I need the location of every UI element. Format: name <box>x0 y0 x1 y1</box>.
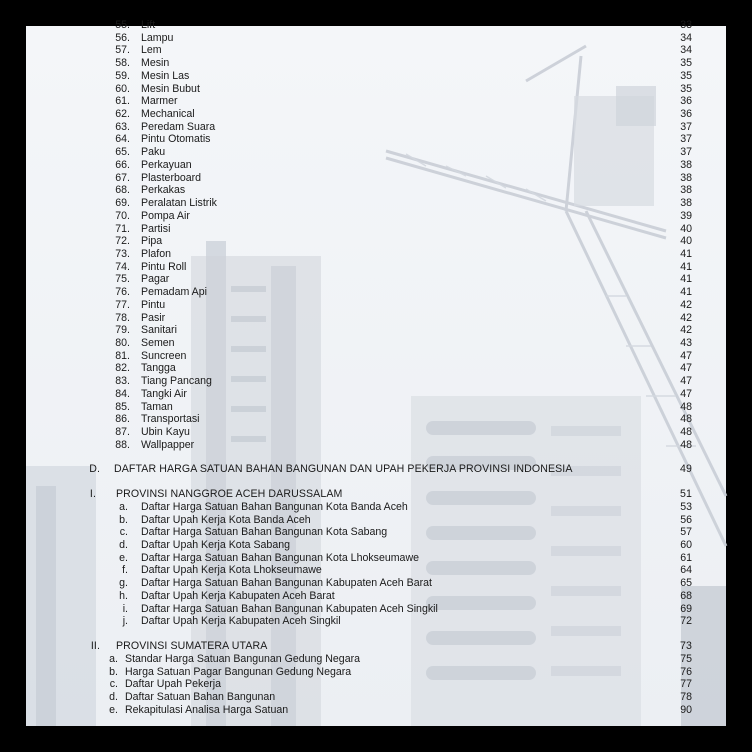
entry-page-number: 65 <box>680 577 692 590</box>
entry-label: Daftar Upah Pekerja <box>125 678 221 691</box>
toc-item-row <box>26 197 726 210</box>
entry-number: 84. <box>115 387 130 400</box>
province-1-item-row <box>26 564 726 577</box>
entry-label: Pipa <box>141 235 163 248</box>
province-2-item-row <box>26 666 726 679</box>
entry-label: Marmer <box>141 95 178 108</box>
entry-label: Perkakas <box>141 184 186 197</box>
entry-label: Daftar Harga Satuan Bahan Bangunan Kabupaten Aceh Barat <box>141 577 432 590</box>
entry-page-number: 47 <box>680 349 692 362</box>
entry-number: c. <box>119 526 128 539</box>
entry-number: 76. <box>115 286 130 299</box>
entry-number: 64. <box>115 133 130 146</box>
entry-page-number: 76 <box>680 665 692 678</box>
entry-page-number: 38 <box>680 158 692 171</box>
entry-number: 69. <box>115 197 130 210</box>
toc-item-row <box>26 83 726 96</box>
entry-number: 57. <box>115 44 130 57</box>
entry-label: Daftar Upah Kerja Kabupaten Aceh Singkil <box>141 615 341 628</box>
entry-page-number: 41 <box>680 273 692 286</box>
toc-item-row <box>26 362 726 375</box>
entry-page-number: 73 <box>680 640 692 652</box>
province-1-item-row <box>26 577 726 590</box>
entry-label: Pintu Roll <box>141 260 187 273</box>
province-1-item-row <box>26 590 726 603</box>
entry-number: 75. <box>115 273 130 286</box>
entry-label: Mechanical <box>141 108 195 121</box>
entry-page-number: 51 <box>680 488 692 500</box>
entry-page-number: 48 <box>680 438 692 451</box>
entry-number: I. <box>89 488 96 500</box>
entry-number: 55. <box>115 19 130 31</box>
entry-number: a. <box>109 652 118 665</box>
section-d-row <box>26 463 726 476</box>
entry-label: Pasir <box>141 311 166 324</box>
toc-item-row <box>26 19 726 32</box>
entry-number: e. <box>109 703 118 716</box>
province-1-item-row <box>26 539 726 552</box>
entry-number: 86. <box>115 413 130 426</box>
entry-number: 81. <box>115 349 130 362</box>
entry-page-number: 34 <box>680 31 692 44</box>
entry-label: Rekapitulasi Analisa Harga Satuan <box>125 703 289 716</box>
entry-page-number: 40 <box>680 222 692 235</box>
entry-label: Daftar Upah Kerja Kabupaten Aceh Barat <box>141 589 335 602</box>
province-2-item-row <box>26 691 726 704</box>
province-1-item-row <box>26 615 726 628</box>
entry-page-number: 34 <box>680 44 692 57</box>
entry-label: Transportasi <box>141 413 200 426</box>
entry-number: 62. <box>115 108 130 121</box>
entry-number: 67. <box>115 171 130 184</box>
toc-item-row <box>26 184 726 197</box>
entry-page-number: 75 <box>680 652 692 665</box>
toc-item-row <box>26 413 726 426</box>
province-1-item-row <box>26 603 726 616</box>
entry-page-number: 49 <box>680 463 692 475</box>
entry-number: b. <box>119 513 128 526</box>
entry-page-number: 35 <box>680 57 692 70</box>
entry-label: Daftar Harga Satuan Bahan Bangunan Kabupaten Aceh Singkil <box>141 602 438 615</box>
entry-label: Daftar Harga Satuan Bahan Bangunan Kota Lhokseumawe <box>141 551 419 564</box>
province-1-heading-row <box>26 488 726 501</box>
province-2-item-row <box>26 704 726 717</box>
entry-label: Standar Harga Satuan Bangunan Gedung Negara <box>125 652 361 665</box>
entry-number: b. <box>109 665 118 678</box>
entry-label: Peredam Suara <box>141 120 216 133</box>
entry-page-number: 57 <box>680 526 692 539</box>
entry-page-number: 37 <box>680 133 692 146</box>
entry-page-number: 38 <box>680 171 692 184</box>
toc-item-row <box>26 401 726 414</box>
entry-number: j. <box>122 615 128 628</box>
toc-item-row <box>26 286 726 299</box>
entry-page-number: 68 <box>680 589 692 602</box>
entry-label: Mesin Las <box>141 69 190 82</box>
toc-item-row <box>26 210 726 223</box>
entry-number: 68. <box>115 184 130 197</box>
entry-number: a. <box>119 500 128 513</box>
entry-page-number: 35 <box>680 82 692 95</box>
entry-page-number: 47 <box>680 362 692 375</box>
entry-label: Partisi <box>141 222 171 235</box>
entry-label: Daftar Harga Satuan Bahan Bangunan Kota Banda Aceh <box>141 500 408 513</box>
entry-number: e. <box>119 551 128 564</box>
entry-number: 65. <box>115 146 130 159</box>
entry-page-number: 42 <box>680 298 692 311</box>
entry-label: PROVINSI NANGGROE ACEH DARUSSALAM <box>116 488 343 500</box>
entry-label: Lift <box>141 19 156 31</box>
entry-page-number: 37 <box>680 120 692 133</box>
entry-page-number: 39 <box>680 209 692 222</box>
document-page <box>26 19 726 726</box>
entry-label: Semen <box>141 337 175 349</box>
entry-number: 66. <box>115 158 130 171</box>
entry-label: Pompa Air <box>141 209 190 222</box>
toc-item-row <box>26 312 726 325</box>
toc-item-row <box>26 299 726 312</box>
province-1-item-row <box>26 552 726 565</box>
entry-label: Plafon <box>141 247 172 260</box>
toc-item-row <box>26 235 726 248</box>
entry-label: Suncreen <box>141 349 187 362</box>
entry-page-number: 47 <box>680 387 692 400</box>
entry-label: Lampu <box>141 31 174 44</box>
entry-number: 70. <box>115 209 130 222</box>
entry-label: Daftar Upah Kerja Kota Banda Aceh <box>141 513 311 526</box>
toc-item-row <box>26 261 726 274</box>
entry-page-number: 33 <box>680 19 692 31</box>
entry-number: 74. <box>115 260 130 273</box>
entry-label: Pemadam Api <box>141 286 207 299</box>
entry-page-number: 41 <box>680 286 692 299</box>
entry-number: 59. <box>115 69 130 82</box>
entry-label: DAFTAR HARGA SATUAN BAHAN BANGUNAN DAN UPAH PEKERJA PROVINSI INDONESIA <box>114 463 573 475</box>
entry-page-number: 42 <box>680 311 692 324</box>
entry-label: Pintu <box>141 298 166 311</box>
entry-label: Mesin Bubut <box>141 82 200 95</box>
entry-label: Ubin Kayu <box>141 426 190 439</box>
toc-item-row <box>26 223 726 236</box>
toc-item-row <box>26 159 726 172</box>
entry-label: Daftar Satuan Bahan Bangunan <box>125 690 276 703</box>
table-of-contents <box>26 19 726 726</box>
toc-item-row <box>26 426 726 439</box>
entry-label: Mesin <box>141 57 170 70</box>
entry-page-number: 36 <box>680 108 692 121</box>
entry-label: Peralatan Listrik <box>141 197 217 210</box>
entry-label: Tiang Pancang <box>141 375 212 388</box>
entry-label: Daftar Upah Kerja Kota Sabang <box>141 538 290 551</box>
entry-label: Harga Satuan Pagar Bangunan Gedung Negara <box>125 665 352 678</box>
toc-item-row <box>26 32 726 45</box>
entry-page-number: 37 <box>680 146 692 159</box>
entry-page-number: 41 <box>680 260 692 273</box>
entry-number: d. <box>119 538 128 551</box>
entry-page-number: 77 <box>680 678 692 691</box>
entry-label: Paku <box>141 146 166 159</box>
entry-label: Plasterboard <box>141 171 202 184</box>
entry-page-number: 48 <box>680 413 692 426</box>
entry-page-number: 56 <box>680 513 692 526</box>
entry-number: 58. <box>115 57 130 70</box>
toc-item-row <box>26 44 726 57</box>
toc-item-row <box>26 439 726 452</box>
entry-number: 60. <box>115 82 130 95</box>
entry-page-number: 38 <box>680 197 692 210</box>
province-1-item-row <box>26 514 726 527</box>
entry-page-number: 48 <box>680 400 692 413</box>
entry-page-number: 78 <box>680 690 692 703</box>
entry-page-number: 35 <box>680 69 692 82</box>
entry-page-number: 60 <box>680 538 692 551</box>
entry-page-number: 42 <box>680 324 692 337</box>
province-1-item-row <box>26 501 726 514</box>
toc-item-row <box>26 273 726 286</box>
entry-page-number: 43 <box>680 337 692 349</box>
entry-label: Daftar Upah Kerja Kota Lhokseumawe <box>141 564 322 577</box>
entry-label: Tangga <box>141 362 176 375</box>
toc-item-row <box>26 57 726 70</box>
entry-number: 77. <box>115 298 130 311</box>
entry-number: g. <box>119 577 128 590</box>
entry-number: 56. <box>115 31 130 44</box>
entry-number: c. <box>109 678 118 691</box>
province-2-heading-row <box>26 640 726 653</box>
entry-number: 63. <box>115 120 130 133</box>
province-2-item-row <box>26 653 726 666</box>
entry-page-number: 61 <box>680 551 692 564</box>
entry-page-number: 53 <box>680 500 692 513</box>
toc-item-row <box>26 350 726 363</box>
toc-item-row <box>26 95 726 108</box>
entry-number: h. <box>119 589 128 602</box>
entry-number: 78. <box>115 311 130 324</box>
entry-page-number: 47 <box>680 375 692 388</box>
entry-label: PROVINSI SUMATERA UTARA <box>116 640 268 652</box>
entry-number: i. <box>122 602 128 615</box>
entry-number: D. <box>89 463 100 475</box>
entry-label: Perkayuan <box>141 158 192 171</box>
entry-number: 83. <box>115 375 130 388</box>
toc-item-row <box>26 70 726 83</box>
entry-number: 82. <box>115 362 130 375</box>
entry-number: 71. <box>115 222 130 235</box>
entry-page-number: 38 <box>680 184 692 197</box>
entry-label: Daftar Harga Satuan Bahan Bangunan Kota Sabang <box>141 526 388 539</box>
entry-number: d. <box>109 690 118 703</box>
toc-item-row <box>26 375 726 388</box>
entry-label: Pagar <box>141 273 170 286</box>
entry-number: 79. <box>115 324 130 337</box>
entry-page-number: 48 <box>680 426 692 439</box>
entry-label: Wallpapper <box>141 438 195 451</box>
toc-item-row <box>26 146 726 159</box>
entry-page-number: 69 <box>680 602 692 615</box>
toc-item-row <box>26 133 726 146</box>
entry-label: Taman <box>141 400 173 413</box>
toc-item-row <box>26 108 726 121</box>
province-2-item-row <box>26 678 726 691</box>
entry-number: 85. <box>115 400 130 413</box>
entry-page-number: 72 <box>680 615 692 628</box>
entry-page-number: 90 <box>680 703 692 716</box>
toc-item-row <box>26 324 726 337</box>
entry-page-number: 64 <box>680 564 692 577</box>
entry-label: Lem <box>141 44 162 57</box>
toc-item-row <box>26 172 726 185</box>
entry-label: Pintu Otomatis <box>141 133 211 146</box>
entry-page-number: 41 <box>680 247 692 260</box>
entry-number: 87. <box>115 426 130 439</box>
entry-label: Tangki Air <box>141 387 187 400</box>
entry-number: 61. <box>115 95 130 108</box>
toc-item-row <box>26 388 726 401</box>
entry-number: 73. <box>115 247 130 260</box>
entry-label: Sanitari <box>141 324 177 337</box>
toc-item-row <box>26 121 726 134</box>
entry-page-number: 40 <box>680 235 692 248</box>
toc-item-row <box>26 248 726 261</box>
entry-number: 88. <box>115 438 130 451</box>
entry-number: II. <box>90 640 100 652</box>
entry-number: f. <box>122 564 128 577</box>
province-1-item-row <box>26 526 726 539</box>
entry-page-number: 36 <box>680 95 692 108</box>
entry-number: 72. <box>115 235 130 248</box>
entry-number: 80. <box>115 337 130 349</box>
toc-item-row <box>26 337 726 350</box>
